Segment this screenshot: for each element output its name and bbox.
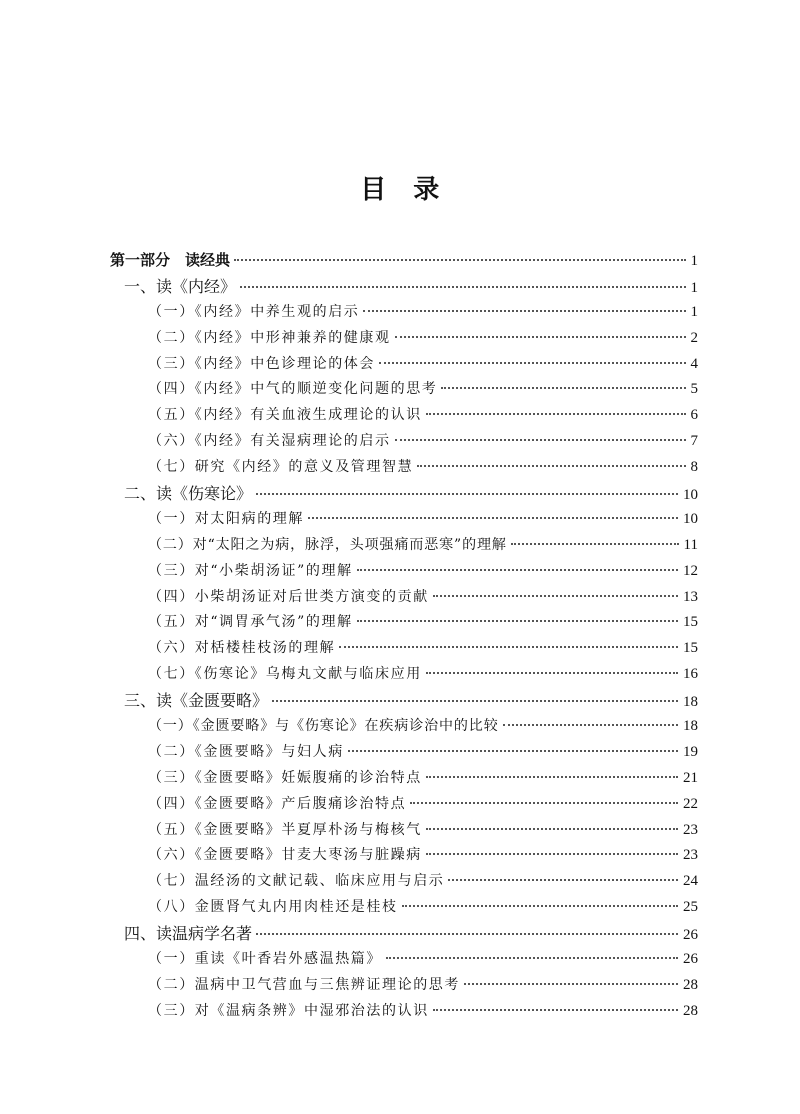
toc-section[interactable] [110,636,698,662]
toc-page-number: 28 [683,1002,698,1019]
toc-section[interactable] [110,818,698,844]
toc-page-number: 24 [683,873,698,890]
dot-leader [426,412,686,415]
toc-entry-label: （五）《内经》有关血液生成理论的认识 [148,407,422,424]
dot-leader [379,361,686,364]
toc-entry-label: 四、读温病学名著 [124,924,253,944]
toc-section[interactable] [110,843,698,869]
toc-section[interactable] [110,999,698,1025]
toc-entry-label: （四）小柴胡汤证对后世类方演变的贡献 [148,588,429,605]
dot-leader [410,801,678,804]
dot-leader [426,775,678,778]
toc-entry-label: （六）《内经》有关湿病理论的启示 [148,433,391,450]
toc-chapter[interactable] [110,481,698,507]
dot-leader [417,464,685,467]
toc-page-number: 26 [683,951,698,968]
toc-section[interactable] [110,662,698,688]
toc-section[interactable] [110,300,698,326]
toc-section[interactable] [110,610,698,636]
toc-page-number: 25 [683,899,698,916]
toc-section[interactable] [110,533,698,559]
toc-entry-label: （六）对栝楼桂枝汤的理解 [148,640,336,657]
toc-entry-label: （二）对“太阳之为病，脉浮，头项强痛而恶寒”的理解 [148,536,507,553]
toc-entry-label: （七）《伤寒论》乌梅丸文献与临床应用 [148,666,422,683]
toc-page-number: 21 [683,769,698,786]
dot-leader [433,1008,678,1011]
toc-page-number: 22 [683,795,698,812]
toc-entry-label: （一）对太阳病的理解 [148,510,304,527]
toc-section[interactable] [110,403,698,429]
toc-page-number: 1 [690,253,698,269]
toc-page-number: 18 [683,694,698,711]
toc-page-number: 11 [683,536,698,553]
toc-page-number: 28 [683,976,698,993]
toc-entry-label: 第一部分 读经典 [110,251,231,269]
dot-leader [256,932,678,935]
toc-page-number: 4 [690,355,698,372]
toc-page-number: 5 [690,381,698,398]
toc-entry-label: （二）温病中卫气营血与三焦辨证理论的思考 [148,976,460,993]
toc-entry-label: 二、读《伤寒论》 [124,484,253,504]
toc-entry-label: （一）重读《叶香岩外感温热篇》 [148,951,382,968]
toc-page-number: 7 [690,433,698,450]
toc-entry-label: （二）《金匮要略》与妇人病 [148,743,344,760]
toc-entry-label: （三）《内经》中色诊理论的体会 [148,355,375,372]
toc-section[interactable] [110,455,698,481]
toc-section[interactable] [110,973,698,999]
toc-section[interactable] [110,377,698,403]
dot-leader [395,438,686,441]
toc-entry-label: （五）《金匮要略》半夏厚朴汤与梅核气 [148,821,422,838]
dot-leader [363,309,685,312]
toc-entry-label: （六）《金匮要略》甘麦大枣汤与脏躁病 [148,847,422,864]
toc-section[interactable] [110,326,698,352]
dot-leader [339,645,678,648]
toc-entry-label: 一、读《内经》 [124,276,237,296]
toc-entry-label: （一）《金匮要略》与《伤寒论》在疾病诊治中的比较 [148,718,499,735]
dot-leader [511,542,679,545]
toc-section[interactable] [110,792,698,818]
toc-entry-label: （三）《金匮要略》妊娠腹痛的诊治特点 [148,769,422,786]
toc-page-number: 23 [683,847,698,864]
toc-page-number: 19 [683,743,698,760]
dot-leader [441,386,685,389]
toc-page-number: 1 [690,279,698,296]
toc-page-number: 23 [683,821,698,838]
toc-entry-label: 三、读《金匮要略》 [124,691,269,711]
toc-section[interactable] [110,714,698,740]
toc-entry-label: （四）《内经》中气的顺逆变化问题的思考 [148,381,438,398]
dot-leader [402,904,678,907]
toc-page-number: 18 [683,718,698,735]
toc-entry-label: （三）对“小柴胡汤证”的理解 [148,562,353,579]
toc-section[interactable] [110,766,698,792]
toc-entry-label: （八）金匮肾气丸内用肉桂还是桂枝 [148,899,398,916]
toc-page-number: 13 [683,588,698,605]
dot-leader [234,258,685,261]
toc-entry-label: （一）《内经》中养生观的启示 [148,303,360,320]
toc-chapter[interactable] [110,688,698,714]
toc-page-number: 12 [683,562,698,579]
dot-leader [256,492,678,495]
dot-leader [426,671,678,674]
toc-page-number: 6 [690,407,698,424]
toc-section[interactable] [110,559,698,585]
dot-leader [357,619,678,622]
page-title: 目 录 [360,175,440,205]
toc-page-number: 2 [690,329,698,346]
dot-leader [348,749,678,752]
toc-page-number: 1 [690,303,698,320]
toc-entry-label: （四）《金匮要略》产后腹痛诊治特点 [148,795,407,812]
dot-leader [426,827,678,830]
toc-section[interactable] [110,869,698,895]
toc-page-number: 26 [683,927,698,944]
table-of-contents [110,248,698,1025]
toc-section[interactable] [110,895,698,921]
toc-entry-label: （五）对“调胃承气汤”的理解 [148,614,353,631]
toc-entry-label: （七）研究《内经》的意义及管理智慧 [148,459,414,476]
toc-entry-label: （七）温经汤的文献记载、临床应用与启示 [148,873,445,890]
toc-chapter[interactable] [110,274,698,300]
toc-page-number: 10 [683,510,698,527]
dot-leader [386,956,678,959]
toc-page-number: 15 [683,614,698,631]
toc-section[interactable] [110,585,698,611]
dot-leader [357,568,678,571]
toc-page-number: 8 [690,459,698,476]
toc-chapter[interactable] [110,921,698,947]
toc-section[interactable] [110,352,698,378]
toc-section[interactable] [110,947,698,973]
toc-part[interactable] [110,248,698,274]
toc-page-number: 15 [683,640,698,657]
toc-page-number: 10 [683,487,698,504]
toc-section[interactable] [110,429,698,455]
dot-leader [464,982,678,985]
dot-leader [426,852,678,855]
dot-leader [240,285,685,288]
toc-section[interactable] [110,740,698,766]
toc-entry-label: （二）《内经》中形神兼养的健康观 [148,329,391,346]
dot-leader [503,723,678,726]
toc-entry-label: （三）对《温病条辨》中湿邪治法的认识 [148,1002,429,1019]
dot-leader [448,878,678,881]
dot-leader [433,594,678,597]
dot-leader [395,335,686,338]
toc-section[interactable] [110,507,698,533]
dot-leader [308,516,678,519]
dot-leader [272,699,678,702]
toc-page-number: 16 [683,666,698,683]
